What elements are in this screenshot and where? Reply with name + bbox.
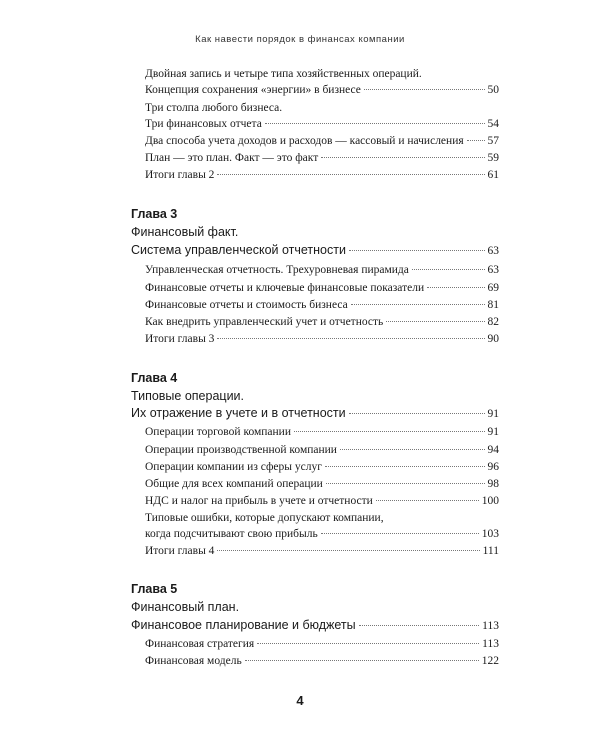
chapter-label: Глава 5: [131, 582, 178, 596]
chapter-page: 91: [487, 408, 499, 420]
toc-entry-page: 81: [487, 299, 499, 311]
toc-entry[interactable]: [145, 459, 499, 476]
toc-entry[interactable]: [145, 297, 499, 314]
toc-entry-page: 61: [487, 169, 499, 181]
toc-entry-title: Три столпа любого бизнеса.: [145, 102, 283, 114]
leader-dots: [325, 466, 485, 467]
toc-entry-page: 63: [487, 264, 499, 276]
toc-entry[interactable]: [145, 82, 499, 99]
leader-dots: [265, 123, 485, 124]
leader-dots: [245, 660, 479, 661]
chapter-label: Глава 4: [131, 371, 178, 385]
toc-entry-title: Операции торговой компании: [145, 426, 291, 438]
toc-entry-title: Финансовая модель: [145, 655, 242, 667]
chapter-title-line2[interactable]: [131, 241, 499, 260]
leader-dots: [376, 500, 479, 501]
leader-dots: [351, 304, 485, 305]
leader-dots: [321, 533, 479, 534]
toc-entry[interactable]: [145, 280, 499, 297]
page-number: 4: [296, 693, 304, 708]
chapter-title-text: Их отражение в учете и в отчетности: [131, 406, 346, 420]
toc-entry[interactable]: [145, 133, 499, 150]
toc-entry[interactable]: [145, 331, 499, 348]
toc-entry-page: 50: [487, 84, 499, 96]
toc-entry-title: когда подсчитывают свою прибыль: [145, 528, 318, 540]
toc-entry[interactable]: [145, 442, 499, 459]
toc-entry-page: 82: [487, 316, 499, 328]
toc-entry[interactable]: [145, 653, 499, 670]
toc-entry-title: НДС и налог на прибыль в учете и отчетности: [145, 495, 373, 507]
toc-entry-page: 103: [481, 528, 499, 540]
chapter-title-line1[interactable]: [131, 387, 499, 405]
leader-dots: [349, 250, 485, 251]
leader-dots: [340, 449, 485, 450]
chapter-title-text: Финансовый план.: [131, 600, 240, 614]
toc-entry-page: 98: [487, 478, 499, 490]
toc-entry[interactable]: [145, 636, 499, 653]
chapter-title-line2[interactable]: [131, 616, 499, 635]
toc-entry-title: Общие для всех компаний операции: [145, 478, 323, 490]
toc-entry-page: 91: [487, 426, 499, 438]
toc-entry-title: Операции производственной компании: [145, 444, 337, 456]
toc-entry-page: 59: [487, 152, 499, 164]
chapter-title-text: Финансовое планирование и бюджеты: [131, 618, 356, 632]
toc-entry-page: 57: [487, 135, 499, 147]
chapter-title-text: Система управленческой отчетности: [131, 243, 346, 257]
toc-entry[interactable]: [145, 167, 499, 184]
leader-dots: [359, 625, 480, 626]
toc-entry-title: Итоги главы 4: [145, 545, 215, 557]
toc-entry-page: 90: [487, 333, 499, 345]
toc-entry-title: Управленческая отчетность. Трехуровневая пирамида: [145, 264, 409, 276]
toc-entry[interactable]: [145, 526, 499, 543]
toc-entry-page: 111: [482, 545, 499, 557]
chapter-label: Глава 3: [131, 207, 178, 221]
toc-entry-page: 94: [487, 444, 499, 456]
chapter-title-text: Финансовый факт.: [131, 225, 239, 239]
leader-dots: [321, 157, 484, 158]
toc-entry-title: Итоги главы 3: [145, 333, 215, 345]
leader-dots: [217, 174, 484, 175]
toc-entry[interactable]: [145, 510, 499, 527]
toc-entry-title: Как внедрить управленческий учет и отчетность: [145, 316, 384, 328]
toc-entry-page: 100: [481, 495, 499, 507]
toc-entry-title: Двойная запись и четыре типа хозяйственных операций.: [145, 68, 422, 80]
toc-entry-title: Типовые ошибки, которые допускают компании,: [145, 512, 384, 524]
running-header: Как навести порядок в финансах компании: [195, 34, 405, 45]
toc-entry[interactable]: [145, 66, 499, 83]
toc-entry-title: Концепция сохранения «энергии» в бизнесе: [145, 84, 361, 96]
leader-dots: [217, 550, 479, 551]
toc-entry[interactable]: [145, 543, 499, 560]
toc-entry[interactable]: [145, 493, 499, 510]
leader-dots: [386, 321, 484, 322]
leader-dots: [364, 89, 485, 90]
toc-entry-page: 122: [481, 655, 499, 667]
leader-dots: [217, 338, 484, 339]
toc-entry[interactable]: [145, 116, 499, 133]
toc-entry-title: Финансовые отчеты и ключевые финансовые показатели: [145, 282, 425, 294]
chapter-title-line2[interactable]: [131, 404, 499, 423]
toc-entry-page: 113: [482, 638, 499, 650]
toc-entry-title: Итоги главы 2: [145, 169, 215, 181]
leader-dots: [427, 287, 484, 288]
toc-entry[interactable]: [145, 424, 499, 441]
chapter-page: 113: [482, 620, 499, 632]
chapter-title-line1[interactable]: [131, 598, 499, 616]
leader-dots: [349, 413, 485, 414]
toc-entry-page: 54: [487, 118, 499, 130]
toc-entry-title: План — это план. Факт — это факт: [145, 152, 319, 164]
leader-dots: [412, 269, 485, 270]
chapter-title-text: Типовые операции.: [131, 389, 245, 403]
toc-entry[interactable]: [145, 262, 499, 279]
toc-entry-title: Два способа учета доходов и расходов — кассовый и начисления: [145, 135, 464, 147]
toc-entry-page: 96: [487, 461, 499, 473]
leader-dots: [467, 140, 485, 141]
toc-entry-title: Финансовые отчеты и стоимость бизнеса: [145, 299, 348, 311]
toc-entry-title: Операции компании из сферы услуг: [145, 461, 322, 473]
toc-entry[interactable]: [145, 314, 499, 331]
toc-entry-title: Финансовая стратегия: [145, 638, 255, 650]
leader-dots: [294, 431, 485, 432]
toc-entry-title: Три финансовых отчета: [145, 118, 262, 130]
leader-dots: [257, 643, 479, 644]
leader-dots: [326, 483, 485, 484]
chapter-title-line1[interactable]: [131, 223, 499, 241]
toc-entry-page: 69: [487, 282, 499, 294]
toc-entry[interactable]: [145, 150, 499, 167]
chapter-page: 63: [487, 245, 499, 257]
toc-entry[interactable]: [145, 100, 499, 117]
toc-entry[interactable]: [145, 476, 499, 493]
